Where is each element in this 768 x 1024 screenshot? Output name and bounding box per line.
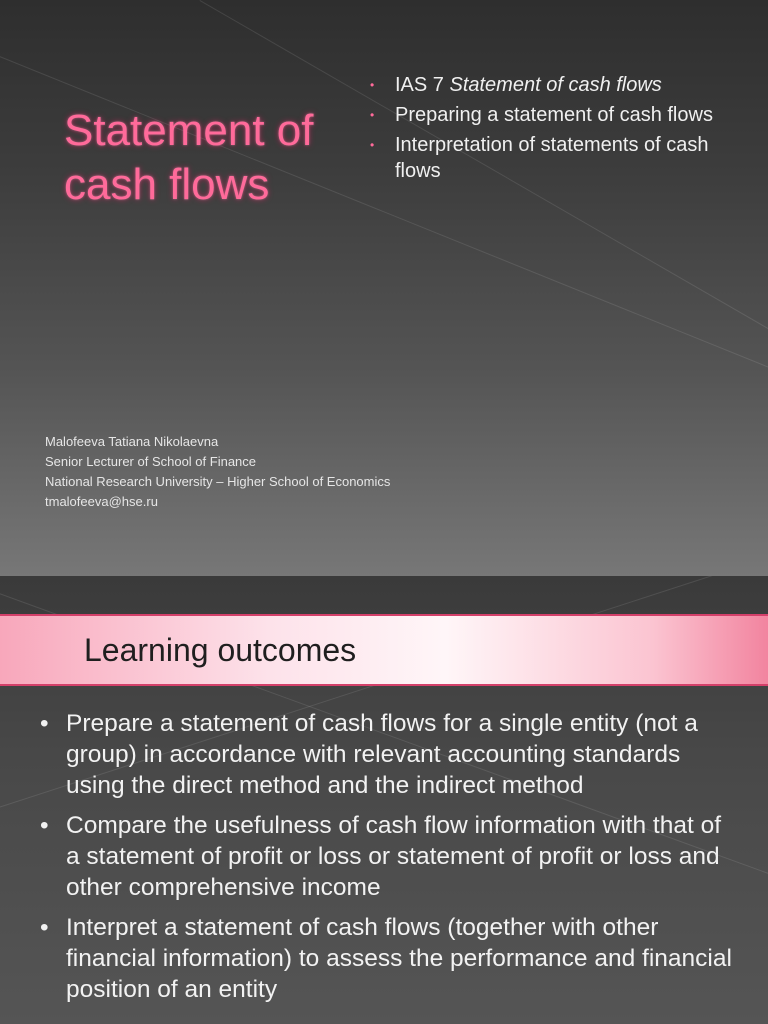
author-email: tmalofeeva@hse.ru [45,494,158,509]
outcome-text: Prepare a statement of cash flows for a single entity (not a group) in accordance with relevant accounting standards using the direct method and the indirect method [66,710,698,799]
title-line: cash flows [64,160,270,209]
author-university: National Research University – Higher School of Economics [45,474,391,489]
slide-title: Learning outcomes [84,632,357,668]
topic-list [370,72,730,188]
topic-item [370,72,730,98]
bullet-icon: • [40,710,49,737]
slide-title [64,104,364,212]
topic-text: Preparing a statement of cash flows [395,104,713,126]
author-name: Malofeeva Tatiana Nikolaevna [45,434,219,449]
topic-item [370,102,730,128]
title-line: Statement of [64,106,314,155]
title-banner [0,614,768,686]
outcome-text: Interpret a statement of cash flows (together with other financial information) to assess the performance and financial position of an entity [66,914,732,1003]
outcomes-list [40,708,740,1014]
bullet-icon: • [40,812,49,839]
bullet-icon: • [370,108,375,122]
learning-outcomes-slide [0,576,768,1024]
bullet-icon: • [370,78,375,92]
outcome-item [40,912,740,1005]
author-position: Senior Lecturer of School of Finance [45,454,257,469]
topic-text: IAS 7 [395,74,450,96]
bullet-icon: • [370,138,375,152]
author-block [45,432,390,512]
topic-text: Interpretation of statements of cash flows [395,134,709,182]
topic-item [370,132,730,184]
outcome-text: Compare the usefulness of cash flow information with that of a statement of profit or loss or statement of profit or loss and other comprehensive income [66,812,722,901]
bullet-icon: • [40,914,49,941]
outcome-item [40,810,740,903]
outcome-item [40,708,740,801]
topic-text-italic: Statement of cash flows [449,74,662,96]
